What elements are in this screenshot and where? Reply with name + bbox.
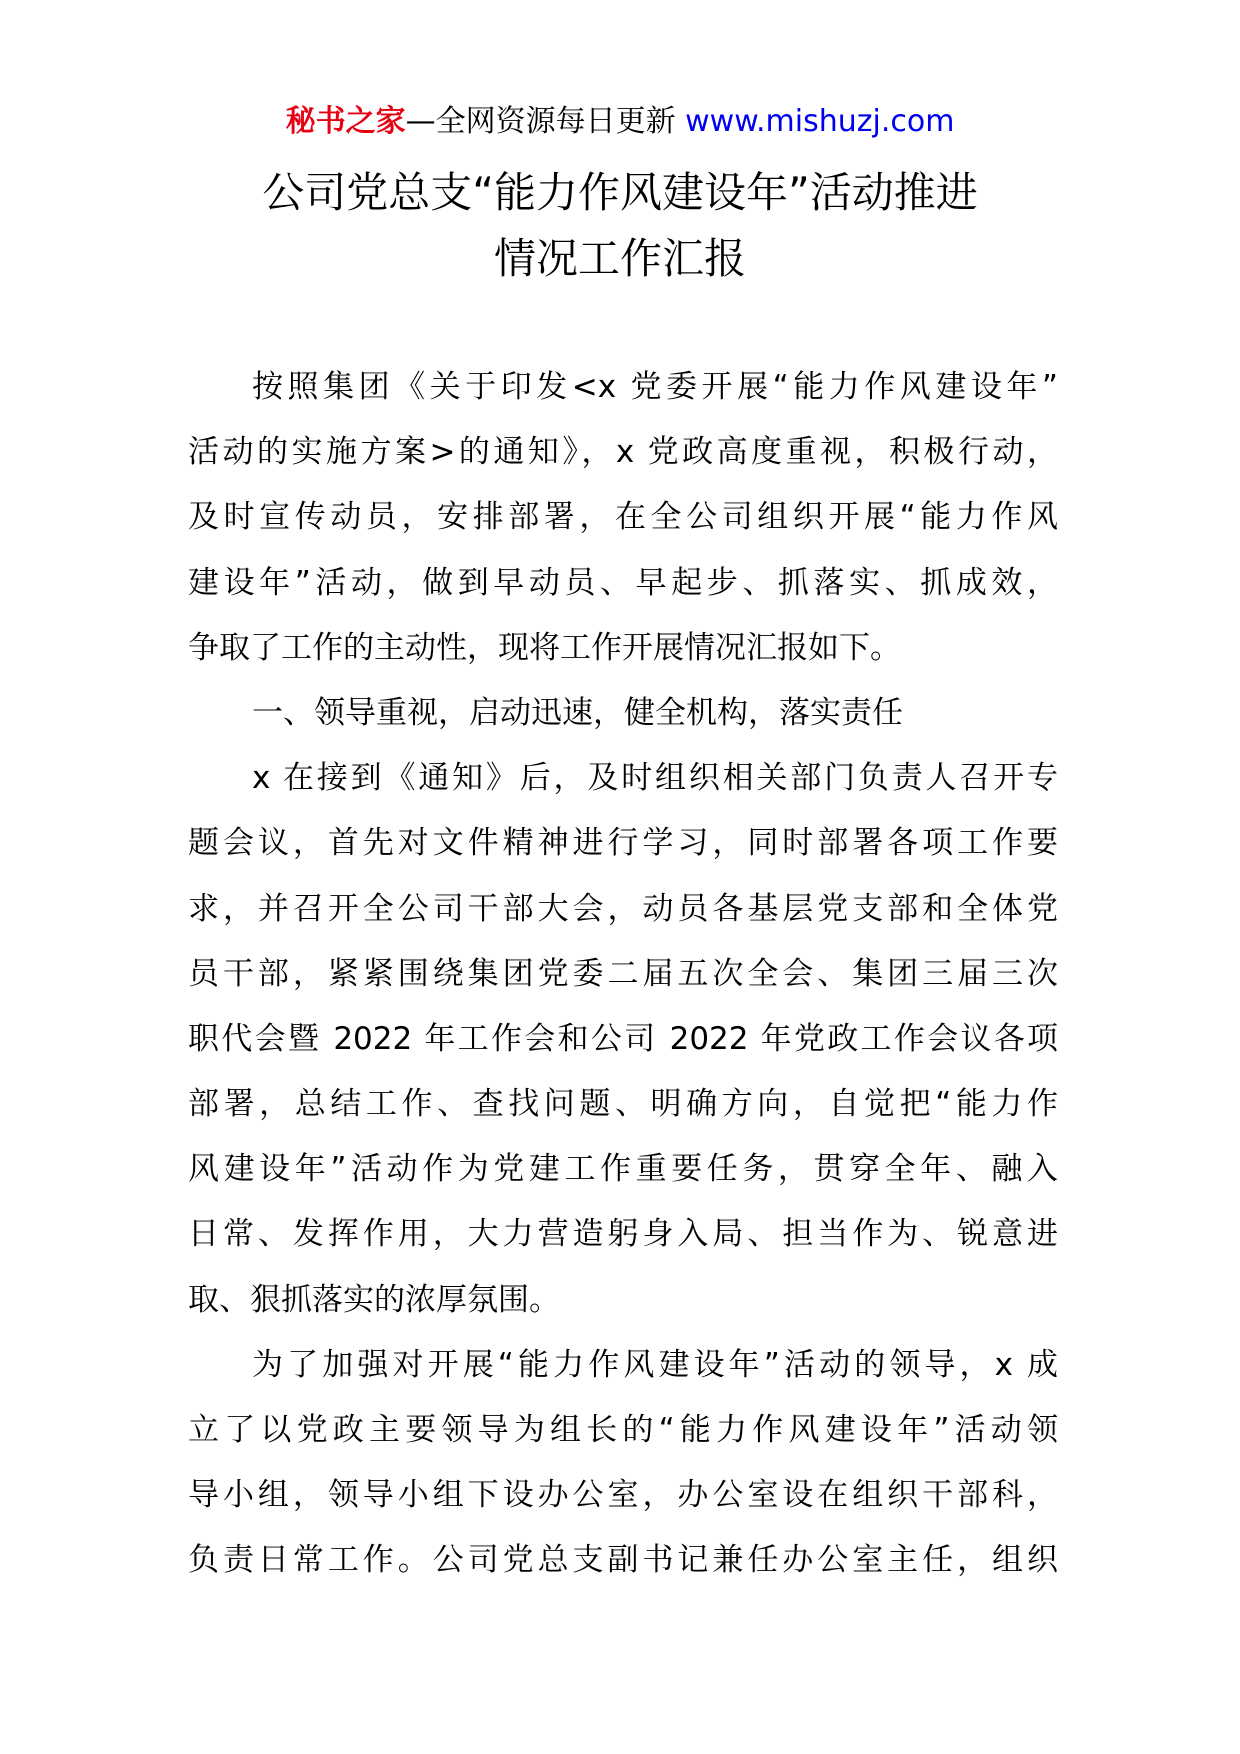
paragraph-1-line: 按照集团《关于印发<x 党委开展“能力作风建设年” <box>252 369 1058 405</box>
title-line-1: 公司党总支“能力作风建设年”活动推进 <box>262 168 978 217</box>
website-link[interactable]: www.mishuzj.com <box>685 104 955 139</box>
paragraph-1-line: 活动的实施方案>的通知》，x 党政高度重视，积极行动， <box>188 434 1058 471</box>
paragraph-3-line: 为了加强对开展“能力作风建设年”活动的领导，x 成 <box>252 1346 1058 1383</box>
paragraph-2-line: 取、狠抓落实的浓厚氛围。 <box>188 1281 560 1318</box>
section-heading-1: 一、领导重视，启动迅速，健全机构，落实责任 <box>252 694 903 731</box>
paragraph-3-line: 负责日常工作。公司党总支副书记兼任办公室主任，组织 <box>188 1542 1058 1579</box>
paragraph-2-line: x 在接到《通知》后，及时组织相关部门负责人召开专 <box>252 760 1058 797</box>
header-tagline: —全网资源每日更新 <box>405 104 686 139</box>
paragraph-3-line: 立了以党政主要领导为组长的“能力作风建设年”活动领 <box>188 1412 1058 1448</box>
paragraph-2-line: 日常、发挥作用，大力营造躬身入局、担当作为、锐意进 <box>188 1216 1058 1253</box>
paragraph-1-line: 争取了工作的主动性，现将工作开展情况汇报如下。 <box>188 629 901 666</box>
paragraph-2-line: 求，并召开全公司干部大会，动员各基层党支部和全体党 <box>188 890 1058 927</box>
paragraph-1-line: 及时宣传动员，安排部署，在全公司组织开展“能力作风 <box>188 499 1058 536</box>
brand-name: 秘书之家 <box>285 104 406 139</box>
paragraph-2-line: 风建设年”活动作为党建工作重要任务，贯穿全年、融入 <box>188 1151 1058 1188</box>
paragraph-2-line: 题会议，首先对文件精神进行学习，同时部署各项工作要 <box>188 825 1058 862</box>
paragraph-2-line: 职代会暨 2022 年工作会和公司 2022 年党政工作会议各项 <box>188 1020 1058 1057</box>
title-line-2: 情况工作汇报 <box>493 234 746 283</box>
site-header <box>0 100 1240 144</box>
paragraph-3-line: 导小组，领导小组下设办公室，办公室设在组织干部科， <box>188 1477 1058 1514</box>
document-body <box>188 355 1058 1594</box>
document-title <box>150 160 1090 292</box>
paragraph-2-line: 员干部，紧紧围绕集团党委二届五次全会、集团三届三次 <box>188 955 1058 992</box>
paragraph-2-line: 部署，总结工作、查找问题、明确方向，自觉把“能力作 <box>188 1086 1058 1123</box>
paragraph-1-line: 建设年”活动，做到早动员、早起步、抓落实、抓成效， <box>188 564 1058 601</box>
